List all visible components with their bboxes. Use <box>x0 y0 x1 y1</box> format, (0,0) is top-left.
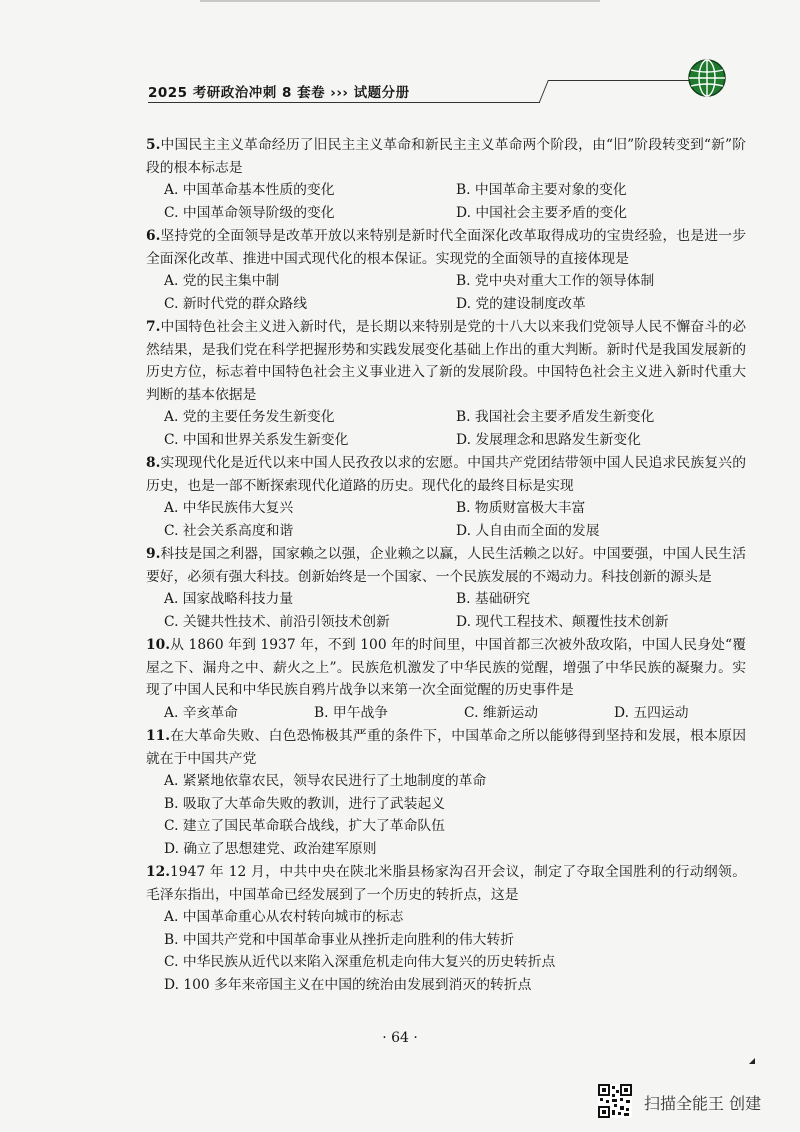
question-item <box>146 634 746 724</box>
answer-option: D. 五四运动 <box>614 704 689 721</box>
answer-option: C. 中国革命领导阶级的变化 <box>164 204 335 221</box>
question-number: 6. <box>146 228 161 244</box>
question-number: 5. <box>146 137 161 153</box>
question-text: 从 1860 年到 1937 年，不到 100 年的时间里，中国首都三次被外敌攻陷，中国人民身处“覆屋之下、漏舟之中、薪火之上”。民族危机激发了中华民族的觉醒，增强了中华民族的凝聚力。实现了中国人民和中华民族自鸦片战争以来第一次全面觉醒的历史事件是 <box>146 637 746 698</box>
header-top-rule <box>548 80 693 81</box>
option-list <box>146 497 746 542</box>
question-stem <box>146 543 746 588</box>
option-list <box>146 906 746 996</box>
watermark-text: 扫描全能王 创建 <box>644 1094 762 1113</box>
question-stem <box>146 634 746 702</box>
answer-option: D. 确立了思想建党、政治建军原则 <box>164 840 377 857</box>
answer-option: A. 中国革命基本性质的变化 <box>164 182 335 198</box>
option-list <box>146 406 746 451</box>
option-list <box>146 702 746 725</box>
question-number: 7. <box>146 319 161 335</box>
answer-option: D. 中国社会主要矛盾的变化 <box>456 204 628 221</box>
question-number: 10. <box>146 637 171 653</box>
option-list <box>146 588 746 633</box>
question-number: 9. <box>146 546 161 562</box>
option-list <box>146 270 746 315</box>
option-list <box>146 770 746 860</box>
question-item <box>146 452 746 542</box>
question-stem <box>146 452 746 497</box>
answer-option: C. 中华民族从近代以来陷入深重危机走向伟大复兴的历史转折点 <box>164 954 556 970</box>
question-text: 1947 年 12 月，中共中央在陕北米脂县杨家沟召开会议，制定了夺取全国胜利的行动纲领。毛泽东指出，中国革命已经发展到了一个历史的转折点，这是 <box>146 864 746 903</box>
answer-option: A. 国家战略科技力量 <box>164 591 294 607</box>
question-number: 12. <box>146 864 171 880</box>
header-title: 2025 考研政治冲刺 8 套卷 ››› 试题分册 <box>148 85 410 101</box>
option-list <box>146 179 746 224</box>
question-text: 坚持党的全面领导是改革开放以来特别是新时代全面深化改革取得成功的宝贵经验，也是进一步全面深化改革、推进中国式现代化的根本保证。实现党的全面领导的直接体现是 <box>146 228 746 267</box>
answer-option: A. 党的民主集中制 <box>164 273 280 289</box>
question-item <box>146 543 746 633</box>
question-text: 实现现代化是近代以来中国人民孜孜以求的宏愿。中国共产党团结带领中国人民追求民族复兴的历史，也是一部不断探索现代化道路的历史。现代化的最终目标是实现 <box>146 455 746 494</box>
question-item <box>146 861 746 996</box>
question-item <box>146 225 746 315</box>
question-text: 中国特色社会主义进入新时代，是长期以来特别是党的十八大以来我们党领导人民不懈奋斗的必然结果，是我们党在科学把握形势和实践发展变化基础上作出的重大判断。新时代是我国发展新的历史方位，标志着中国特色社会主义事业进入了新的发展阶段。中国特色社会主义进入新时代重大判断的基本依据是 <box>146 319 746 403</box>
question-item <box>146 725 746 860</box>
question-number: 11. <box>146 728 171 744</box>
question-list <box>146 134 746 997</box>
question-stem <box>146 861 746 906</box>
question-item <box>146 134 746 224</box>
answer-option: A. 辛亥革命 <box>164 704 238 721</box>
answer-option: C. 社会关系高度和谐 <box>164 522 294 539</box>
answer-option: B. 吸取了大革命失败的教训，进行了武装起义 <box>164 795 446 812</box>
scan-edge-line <box>200 0 600 2</box>
question-number: 8. <box>146 455 161 471</box>
answer-option: B. 党中央对重大工作的领导体制 <box>456 273 655 289</box>
scanner-watermark <box>598 1084 798 1120</box>
globe-logo-icon <box>687 58 727 98</box>
corner-mark <box>749 1058 755 1064</box>
answer-option: C. 中国和世界关系发生新变化 <box>164 431 349 448</box>
answer-option: B. 物质财富极大丰富 <box>456 500 586 516</box>
answer-option: A. 中华民族伟大复兴 <box>164 500 294 516</box>
question-item <box>146 316 746 451</box>
answer-option: D. 人自由而全面的发展 <box>456 522 600 539</box>
question-text: 科技是国之利器，国家赖之以强，企业赖之以赢，人民生活赖之以好。中国要强，中国人民生活要好，必须有强大科技。创新始终是一个国家、一个民族发展的不竭动力。科技创新的源头是 <box>146 546 746 585</box>
answer-option: D. 现代工程技术、颠覆性技术创新 <box>456 613 669 630</box>
answer-option: C. 关键共性技术、前沿引领技术创新 <box>164 613 390 630</box>
question-stem <box>146 725 746 770</box>
answer-option: D. 党的建设制度改革 <box>456 295 586 312</box>
answer-option: C. 新时代党的群众路线 <box>164 295 308 312</box>
question-stem <box>146 316 746 406</box>
answer-option: C. 建立了国民革命联合战线，扩大了革命队伍 <box>164 818 445 834</box>
page-number: · 64 · <box>382 1030 418 1046</box>
answer-option: D. 发展理念和思路发生新变化 <box>456 431 641 448</box>
qr-code-icon <box>598 1084 632 1118</box>
question-text: 中国民主主义革命经历了旧民主主义革命和新民主主义革命两个阶段，由“旧”阶段转变到“新”阶段的根本标志是 <box>146 137 746 176</box>
question-stem <box>146 225 746 270</box>
answer-option: B. 中国共产党和中国革命事业从挫折走向胜利的伟大转折 <box>164 931 515 948</box>
question-text: 在大革命失败、白色恐怖极其严重的条件下，中国革命之所以能够得到坚持和发展，根本原因就在于中国共产党 <box>146 728 746 767</box>
answer-option: B. 甲午战争 <box>314 704 389 721</box>
header-slash <box>539 80 549 102</box>
answer-option: B. 我国社会主要矛盾发生新变化 <box>456 409 655 425</box>
header-rule <box>148 102 540 103</box>
answer-option: B. 基础研究 <box>456 591 531 607</box>
answer-option: A. 紧紧地依靠农民，领导农民进行了土地制度的革命 <box>164 773 487 789</box>
answer-option: A. 中国革命重心从农村转向城市的标志 <box>164 909 404 925</box>
answer-option: D. 100 多年来帝国主义在中国的统治由发展到消灭的转折点 <box>164 976 532 993</box>
question-stem <box>146 134 746 179</box>
answer-option: C. 维新运动 <box>464 704 539 721</box>
page-header <box>148 78 738 108</box>
answer-option: A. 党的主要任务发生新变化 <box>164 409 335 425</box>
answer-option: B. 中国革命主要对象的变化 <box>456 182 627 198</box>
